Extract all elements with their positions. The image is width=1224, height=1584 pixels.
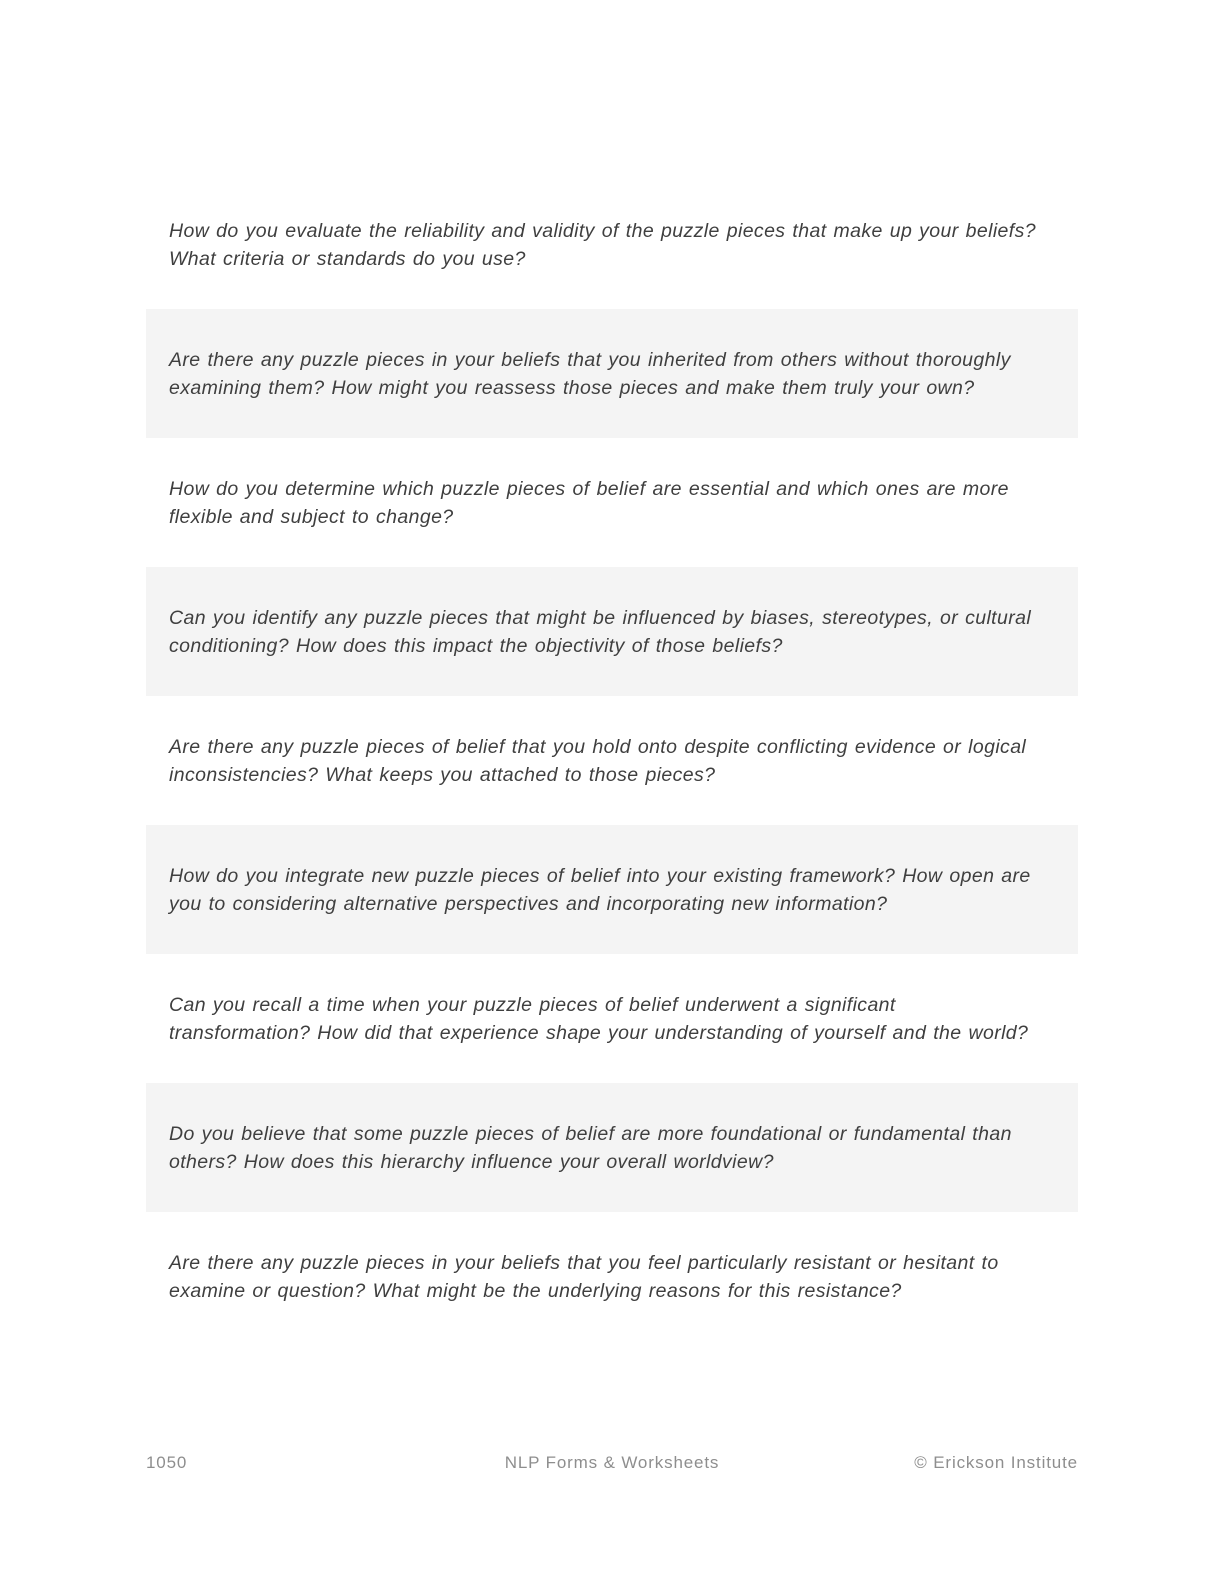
question-block xyxy=(146,180,1078,309)
question-text: Do you believe that some puzzle pieces of belief are more foundational or fundamental than others? How does this hierarchy influence your overall worldview? xyxy=(169,1122,1012,1173)
question-block-shaded xyxy=(146,309,1078,438)
question-text: How do you integrate new puzzle pieces of belief into your existing framework? How open are you to considering alternative perspectives and incorporating new information? xyxy=(169,864,1031,915)
question-text: Are there any puzzle pieces of belief that you hold onto despite conflicting evidence or logical inconsistencies? What keeps you attached to those pieces? xyxy=(169,735,1027,786)
page-footer xyxy=(146,1451,1078,1475)
question-block xyxy=(146,1212,1078,1341)
footer-document-title: NLP Forms & Worksheets xyxy=(504,1453,720,1472)
footer-copyright: © Erickson Institute xyxy=(914,1453,1078,1472)
question-block xyxy=(146,696,1078,825)
footer-page-number: 1050 xyxy=(146,1453,188,1472)
question-block xyxy=(146,954,1078,1083)
question-text: Are there any puzzle pieces in your beliefs that you feel particularly resistant or hesitant to examine or question? What might be the underlying reasons for this resistance? xyxy=(169,1251,999,1302)
question-block xyxy=(146,438,1078,567)
question-text: Are there any puzzle pieces in your beliefs that you inherited from others without thoroughly examining them? How might you reassess those pieces and make them truly your own? xyxy=(169,348,1011,399)
question-text: Can you recall a time when your puzzle pieces of belief underwent a significant transformation? How did that experience shape your understanding of yourself and the world? xyxy=(169,993,1029,1044)
question-text: How do you determine which puzzle pieces of belief are essential and which ones are more flexible and subject to change? xyxy=(169,477,1009,528)
question-list xyxy=(146,180,1078,1341)
question-block-shaded xyxy=(146,567,1078,696)
question-text: Can you identify any puzzle pieces that might be influenced by biases, stereotypes, or cultural conditioning? How does this impact the objectivity of those beliefs? xyxy=(169,606,1032,657)
question-block-shaded xyxy=(146,1083,1078,1212)
question-text: How do you evaluate the reliability and validity of the puzzle pieces that make up your beliefs? What criteria or standards do you use? xyxy=(169,219,1036,270)
question-block-shaded xyxy=(146,825,1078,954)
